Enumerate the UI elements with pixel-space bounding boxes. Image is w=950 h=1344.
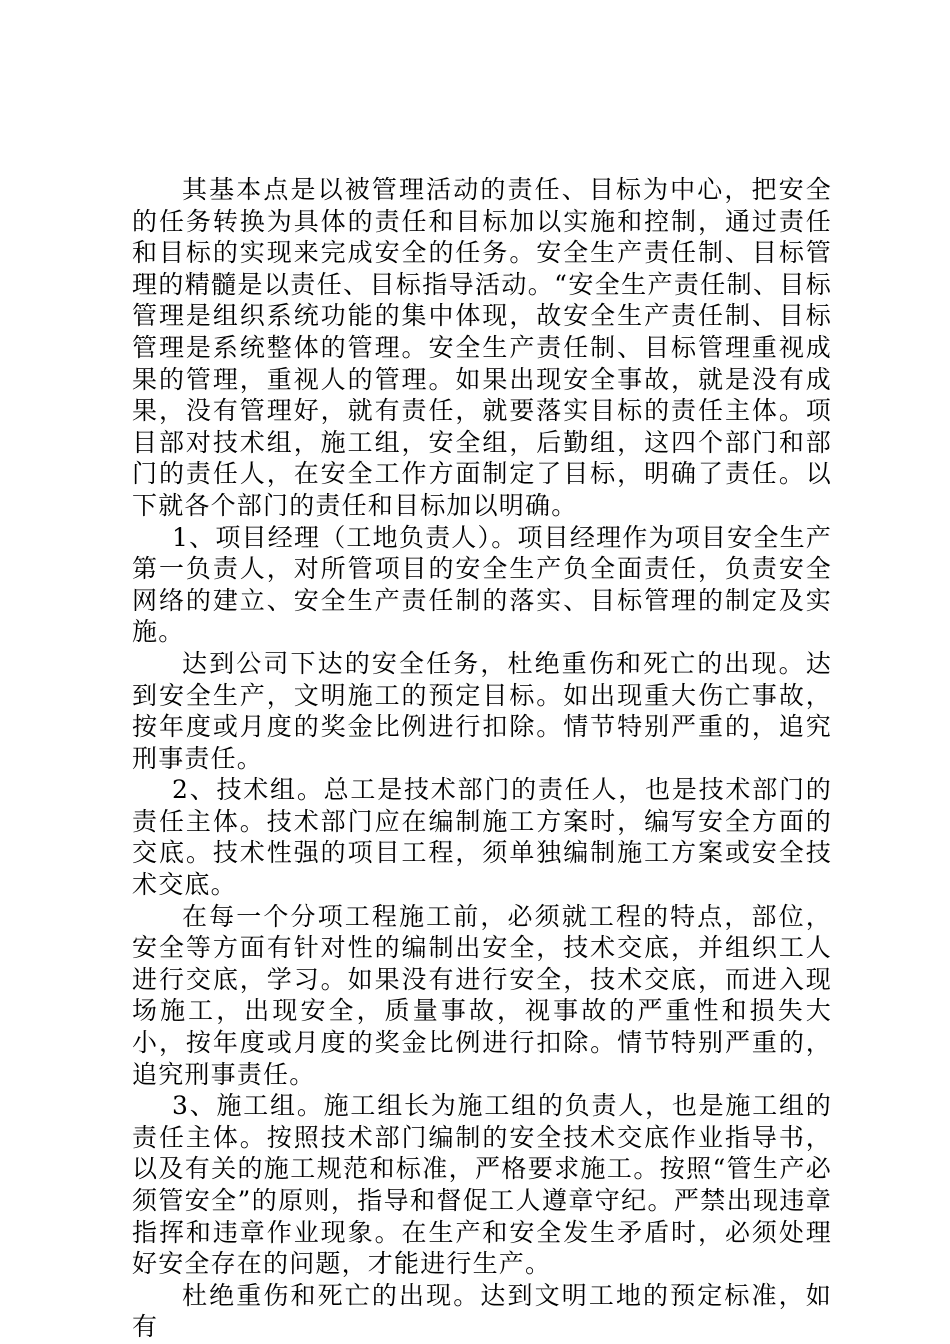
paragraph-intro: 其基本点是以被管理活动的责任、目标为中心，把安全的任务转换为具体的责任和目标加以实施和控制，通过责任和目标的实现来完成安全的任务。安全生产责任制、目标管理的精髓是以责任、目标指导活动。“安全生产责任制、目标管理是组织系统功能的集中体现，故安全生产责任制、目标管理是系统整体的管理。安全生产责任制、目标管理重视成果的管理，重视人的管理。如果出现安全事故，就是没有成果，没有管理好，就有责任，就要落实目标的责任主体。项目部对技术组，施工组，安全组，后勤组，这四个部门和部门的责任人，在安全工作方面制定了目标，明确了责任。以下就各个部门的责任和目标加以明确。 [132,175,832,520]
paragraph-project-manager: 1、项目经理（工地负责人）。项目经理作为项目安全生产第一负责人，对所管项目的安全生产负全面责任，负责安全网络的建立、安全生产责任制的落实、目标管理的制定及实施。 [132,522,832,647]
paragraph-construction-group: 3、施工组。施工组长为施工组的负责人，也是施工组的责任主体。按照技术部门编制的安全技术交底作业指导书，以及有关的施工规范和标准，严格要求施工。按照“管生产必须管安全”的原则，指导和督促工人遵章守纪。严禁出现违章指挥和违章作业现象。在生产和安全发生矛盾时，必须处理好安全存在的问题，才能进行生产。 [132,1091,832,1279]
paragraph-project-manager-goals: 达到公司下达的安全任务，杜绝重伤和死亡的出现。达到安全生产，文明施工的预定目标。如出现重大伤亡事故，按年度或月度的奖金比例进行扣除。情节特别严重的，追究刑事责任。 [132,648,832,773]
paragraph-technical-group-goals: 在每一个分项工程施工前，必须就工程的特点，部位，安全等方面有针对性的编制出安全，技术交底，并组织工人进行交底，学习。如果没有进行安全，技术交底，而进入现场施工，出现安全，质量事故，视事故的严重性和损失大小，按年度或月度的奖金比例进行扣除。情节特别严重的，追究刑事责任。 [132,901,832,1089]
paragraph-construction-group-goals: 杜绝重伤和死亡的出现。达到文明工地的预定标准，如有 [132,1280,832,1342]
paragraph-technical-group: 2、技术组。总工是技术部门的责任人，也是技术部门的责任主体。技术部门应在编制施工方案时，编写安全方面的交底。技术性强的项目工程，须单独编制施工方案或安全技术交底。 [132,775,832,900]
document-body [132,174,832,1343]
